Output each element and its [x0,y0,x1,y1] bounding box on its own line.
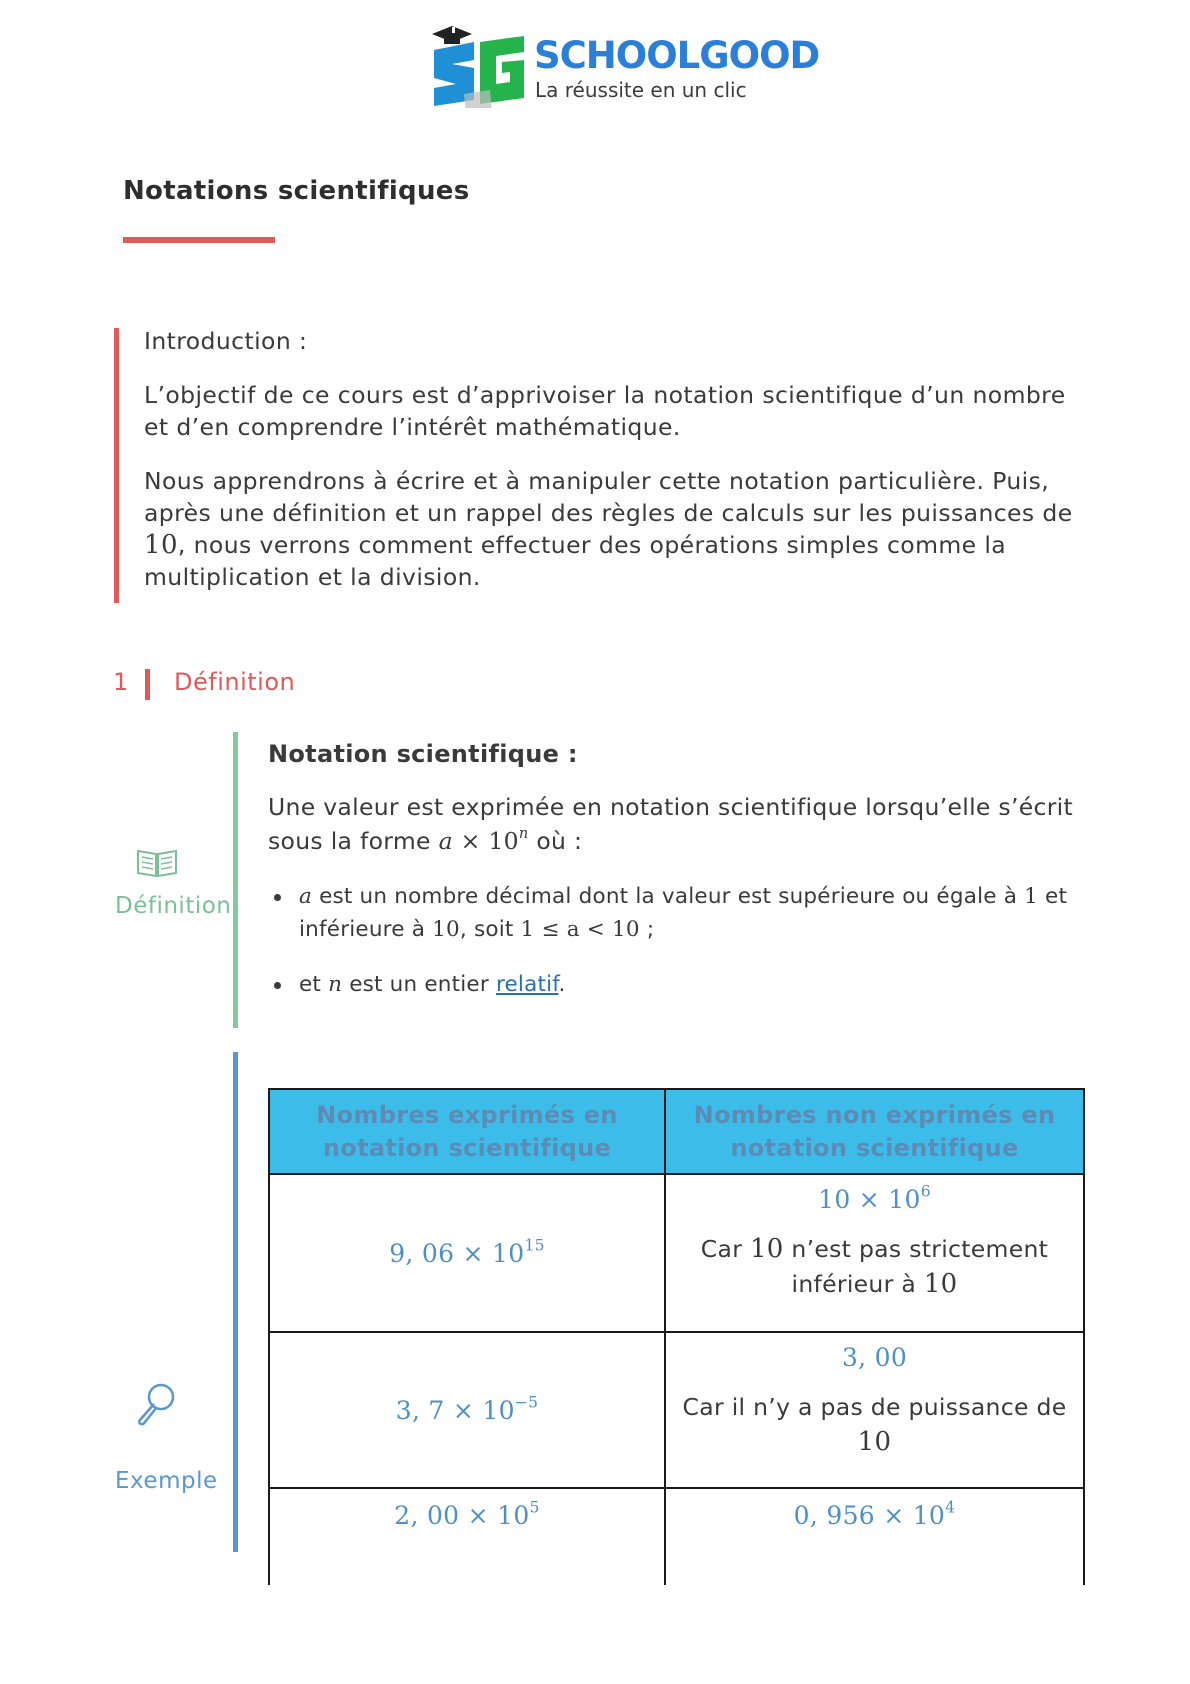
definition-text: Une valeur est exprimée en notation scientifique lorsqu’elle s’écrit sous la forme $a \times 10^n$ où : [268,793,1074,855]
section-number: 1 [113,668,129,696]
logo-mark-icon [430,20,528,108]
list-item: et n est un entier relatif. [268,968,1088,1001]
list-item: a est un nombre décimal dont la valeur est supérieure ou égale à 1 et inférieure à 10, soit 1 ≤ a < 10 ; [268,880,1088,946]
table-header-cell: Nombres exprimés en notation scientifique [269,1089,665,1174]
magnifier-icon [132,1380,180,1428]
section-divider-bar [145,669,150,700]
table-row [269,1332,1084,1488]
schoolgood-logo [430,14,820,110]
table-cell: 3, 00 Car il n’y a pas de puissance de 10 [665,1332,1084,1488]
definition-label: Définition [115,893,232,919]
definition-title: Notation scientifique : [268,740,578,768]
relatif-link[interactable]: relatif [495,972,559,997]
table-cell: 3, $7 \times 10^{-5}$ [269,1332,665,1488]
example-accent-bar [233,1052,238,1552]
table-cell: 2, $00 \times 10^5$ [269,1488,665,1585]
table-header-row [269,1089,1084,1174]
example-label: Exemple [115,1468,218,1494]
logo-brand-text: SCHOOLGOOD [534,34,820,77]
definition-content [268,740,1088,1023]
intro-accent-bar [114,328,119,603]
example-table [268,1088,1085,1585]
table-row [269,1488,1084,1585]
table-cell: 0, $956 \times 10^4$ [665,1488,1084,1585]
title-underline [123,237,275,243]
definition-accent-bar [233,732,238,1028]
definition-bullet-list [268,880,1088,1001]
section-title: Définition [174,668,296,696]
intro-paragraph-2: Nous apprendrons à écrire et à manipuler cette notation particulière. Puis, après une définition et un rappel des règles de calculs sur les puissances de 10, nous verrons comment effectuer des opérations simples comme la multiplication et la division. [144,467,1073,591]
logo-tagline: La réussite en un clic [535,78,747,102]
page-title: Notations scientifiques [123,176,470,206]
intro-paragraph-1: L’objectif de ce cours est d’apprivoiser la notation scientifique d’un nombre et d’en comprendre l’intérêt mathématique. [144,381,1066,441]
introduction-block [144,325,1084,615]
table-header-cell: Nombres non exprimés en notation scientifique [665,1089,1084,1174]
table-cell: 9, $06 \times 10^{15}$ [269,1174,665,1332]
intro-heading: Introduction : [144,327,308,355]
book-icon [135,845,179,879]
table-row [269,1174,1084,1332]
table-cell: $10 \times 10^6$ Car 10 n’est pas strictement inférieur à 10 [665,1174,1084,1332]
